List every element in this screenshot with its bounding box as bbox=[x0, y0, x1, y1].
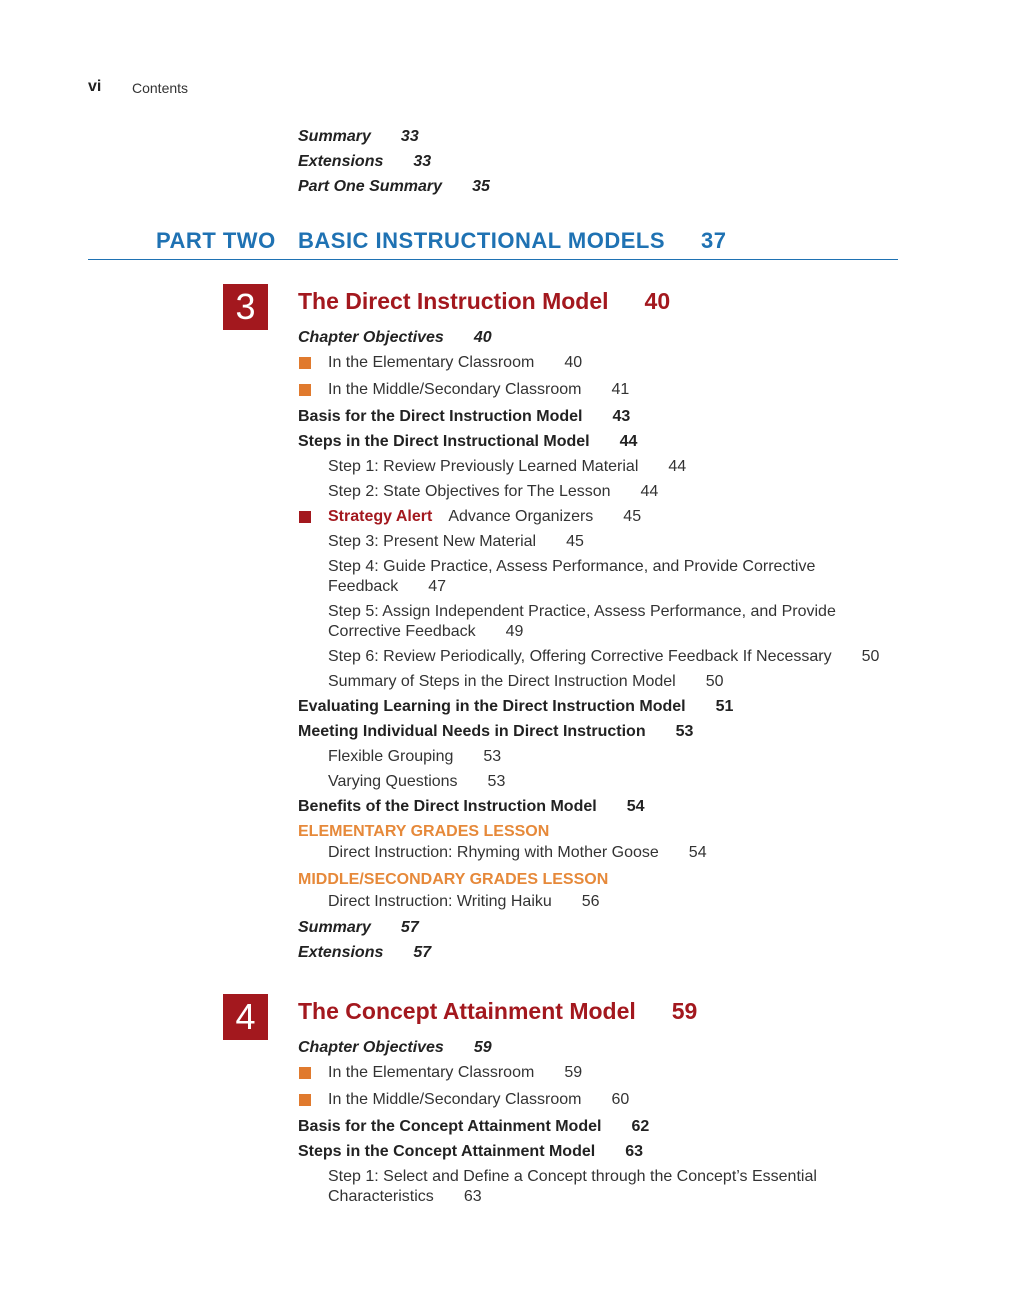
toc-entry-page: 62 bbox=[631, 1118, 650, 1135]
toc-entry-basis[interactable] bbox=[298, 1118, 649, 1136]
toc-entry-page: 54 bbox=[688, 844, 707, 861]
toc-entry-page: 56 bbox=[581, 893, 600, 910]
square-bullet-icon bbox=[299, 1094, 311, 1106]
toc-entry-page: 51 bbox=[715, 698, 734, 715]
toc-entry-label-line2: Feedback bbox=[328, 578, 399, 595]
toc-entry-summary-of-steps[interactable] bbox=[328, 673, 724, 691]
toc-entry-label: Chapter Objectives bbox=[298, 1039, 444, 1056]
toc-entry-basis[interactable] bbox=[298, 408, 630, 426]
square-bullet-icon bbox=[299, 511, 311, 523]
toc-entry-page: 45 bbox=[566, 533, 584, 550]
running-head-page-number: vi bbox=[88, 78, 102, 95]
toc-entry-page: 59 bbox=[473, 1039, 492, 1056]
toc-entry-label: Steps in the Direct Instructional Model bbox=[298, 433, 590, 450]
toc-entry-summary[interactable] bbox=[298, 919, 419, 937]
toc-entry-page: 40 bbox=[473, 329, 492, 346]
toc-entry-label-line1: Step 1: Select and Define a Concept through the Concept’s Essential bbox=[328, 1168, 817, 1185]
toc-entry-steps[interactable] bbox=[298, 1143, 643, 1161]
part-label: PART TWO bbox=[156, 228, 276, 253]
toc-entry-step-5[interactable] bbox=[328, 603, 836, 621]
toc-entry-middle-secondary-classroom[interactable] bbox=[328, 1091, 629, 1109]
toc-entry-label: In the Middle/Secondary Classroom bbox=[328, 1091, 582, 1108]
toc-entry-page: 50 bbox=[705, 673, 724, 690]
toc-entry-page: 53 bbox=[675, 723, 694, 740]
toc-entry-page: 49 bbox=[505, 623, 524, 640]
toc-entry-page: 40 bbox=[564, 354, 583, 371]
toc-entry-label: Step 2: State Objectives for The Lesson bbox=[328, 483, 611, 500]
toc-entry-label: Flexible Grouping bbox=[328, 748, 454, 765]
toc-entry-label: Summary of Steps in the Direct Instruction Model bbox=[328, 673, 676, 690]
toc-entry-label: Extensions bbox=[298, 944, 384, 961]
toc-entry-page: 53 bbox=[483, 748, 502, 765]
toc-entry-page: 33 bbox=[413, 153, 432, 170]
part-divider bbox=[88, 259, 898, 260]
toc-entry-middle-secondary-classroom[interactable] bbox=[328, 381, 629, 399]
toc-entry-page: 53 bbox=[487, 773, 506, 790]
toc-entry-page: 33 bbox=[400, 128, 419, 145]
toc-entry-evaluating[interactable] bbox=[298, 698, 733, 716]
square-bullet-icon bbox=[299, 357, 311, 369]
toc-entry-varying-questions[interactable] bbox=[328, 773, 505, 791]
toc-entry-page: 45 bbox=[623, 508, 642, 525]
toc-entry-step-1[interactable] bbox=[328, 1168, 817, 1186]
chapter-number-badge: 4 bbox=[223, 994, 268, 1040]
toc-entry-label: Basis for the Concept Attainment Model bbox=[298, 1118, 602, 1135]
strategy-alert-label: Strategy Alert bbox=[328, 508, 433, 525]
toc-entry-label-line1: Step 5: Assign Independent Practice, Assess Performance, and Provide bbox=[328, 603, 836, 620]
toc-entry-page: 50 bbox=[861, 648, 880, 665]
toc-entry-page: 41 bbox=[611, 381, 630, 398]
toc-entry-page: 63 bbox=[463, 1188, 482, 1205]
toc-entry-page: 44 bbox=[640, 483, 659, 500]
toc-entry-label: Benefits of the Direct Instruction Model bbox=[298, 798, 597, 815]
toc-entry-elementary-lesson[interactable] bbox=[328, 844, 707, 862]
toc-entry-extensions[interactable] bbox=[298, 153, 431, 171]
toc-entry-label: Step 6: Review Periodically, Offering Corrective Feedback If Necessary bbox=[328, 648, 832, 665]
toc-entry-page: 63 bbox=[625, 1143, 643, 1160]
part-title[interactable] bbox=[298, 228, 727, 254]
toc-entry-meeting-needs[interactable] bbox=[298, 723, 693, 741]
chapter-title[interactable] bbox=[298, 288, 670, 315]
toc-entry-step-3[interactable] bbox=[328, 533, 584, 551]
toc-entry-label: In the Middle/Secondary Classroom bbox=[328, 381, 582, 398]
toc-entry-label: Direct Instruction: Writing Haiku bbox=[328, 893, 552, 910]
toc-entry-page: 35 bbox=[472, 178, 490, 195]
toc-entry-step-1-continued[interactable] bbox=[328, 1188, 482, 1206]
toc-entry-label: Basis for the Direct Instruction Model bbox=[298, 408, 583, 425]
chapter-page: 40 bbox=[644, 288, 671, 314]
toc-entry-label: Part One Summary bbox=[298, 178, 443, 195]
toc-entry-chapter-objectives[interactable] bbox=[298, 1039, 492, 1057]
toc-entry-steps[interactable] bbox=[298, 433, 637, 451]
toc-entry-label: In the Elementary Classroom bbox=[328, 1064, 535, 1081]
toc-entry-step-6[interactable] bbox=[328, 648, 879, 666]
toc-entry-label: Summary bbox=[298, 128, 371, 145]
toc-entry-page: 44 bbox=[619, 433, 638, 450]
toc-entry-page: 59 bbox=[564, 1064, 583, 1081]
toc-entry-label: In the Elementary Classroom bbox=[328, 354, 535, 371]
elementary-lesson-heading: ELEMENTARY GRADES LESSON bbox=[298, 823, 550, 840]
toc-entry-label: Step 1: Review Previously Learned Material bbox=[328, 458, 639, 475]
chapter-number-badge: 3 bbox=[223, 284, 268, 330]
chapter-title[interactable] bbox=[298, 998, 697, 1025]
toc-entry-page: 47 bbox=[428, 578, 447, 595]
toc-entry-elementary-classroom[interactable] bbox=[328, 1064, 582, 1082]
toc-entry-step-1[interactable] bbox=[328, 458, 686, 476]
toc-entry-page: 60 bbox=[611, 1091, 630, 1108]
square-bullet-icon bbox=[299, 1067, 311, 1079]
toc-entry-label: Direct Instruction: Rhyming with Mother Goose bbox=[328, 844, 659, 861]
toc-entry-elementary-classroom[interactable] bbox=[328, 354, 582, 372]
chapter-page: 59 bbox=[671, 998, 698, 1024]
toc-entry-label: Chapter Objectives bbox=[298, 329, 444, 346]
toc-entry-page: 43 bbox=[612, 408, 631, 425]
chapter-title-text: The Concept Attainment Model bbox=[298, 998, 636, 1024]
toc-entry-label: Evaluating Learning in the Direct Instruction Model bbox=[298, 698, 686, 715]
middle-secondary-lesson-heading: MIDDLE/SECONDARY GRADES LESSON bbox=[298, 871, 609, 888]
toc-entry-label: Extensions bbox=[298, 153, 384, 170]
toc-entry-step-5-continued[interactable] bbox=[328, 623, 523, 641]
toc-entry-step-2[interactable] bbox=[328, 483, 658, 501]
toc-entry-step-4[interactable] bbox=[328, 558, 815, 576]
part-page: 37 bbox=[701, 228, 727, 253]
toc-entry-summary[interactable] bbox=[298, 128, 419, 146]
toc-entry-strategy-alert[interactable] bbox=[328, 508, 641, 526]
toc-entry-label: Advance Organizers bbox=[448, 508, 594, 525]
toc-entry-page: 44 bbox=[668, 458, 687, 475]
toc-entry-page: 54 bbox=[626, 798, 645, 815]
toc-entry-label-line2: Characteristics bbox=[328, 1188, 434, 1205]
toc-entry-label: Steps in the Concept Attainment Model bbox=[298, 1143, 596, 1160]
toc-entry-label-line2: Corrective Feedback bbox=[328, 623, 476, 640]
square-bullet-icon bbox=[299, 384, 311, 396]
toc-entry-label: Meeting Individual Needs in Direct Instruction bbox=[298, 723, 646, 740]
toc-entry-middle-secondary-lesson[interactable] bbox=[328, 893, 600, 911]
toc-entry-label: Summary bbox=[298, 919, 371, 936]
toc-entry-label: Varying Questions bbox=[328, 773, 458, 790]
toc-entry-chapter-objectives[interactable] bbox=[298, 329, 492, 347]
toc-entry-label-line1: Step 4: Guide Practice, Assess Performance, and Provide Corrective bbox=[328, 558, 816, 575]
toc-entry-extensions[interactable] bbox=[298, 944, 431, 962]
running-head-title: Contents bbox=[132, 80, 189, 96]
chapter-title-text: The Direct Instruction Model bbox=[298, 288, 609, 314]
toc-entry-part-one-summary[interactable] bbox=[298, 178, 490, 196]
toc-entry-step-4-continued[interactable] bbox=[328, 578, 446, 596]
part-title-text: BASIC INSTRUCTIONAL MODELS bbox=[298, 228, 666, 253]
toc-entry-flexible-grouping[interactable] bbox=[328, 748, 501, 766]
toc-entry-label: Step 3: Present New Material bbox=[328, 533, 537, 550]
toc-entry-page: 57 bbox=[400, 919, 419, 936]
toc-entry-page: 57 bbox=[413, 944, 432, 961]
toc-entry-benefits[interactable] bbox=[298, 798, 644, 816]
